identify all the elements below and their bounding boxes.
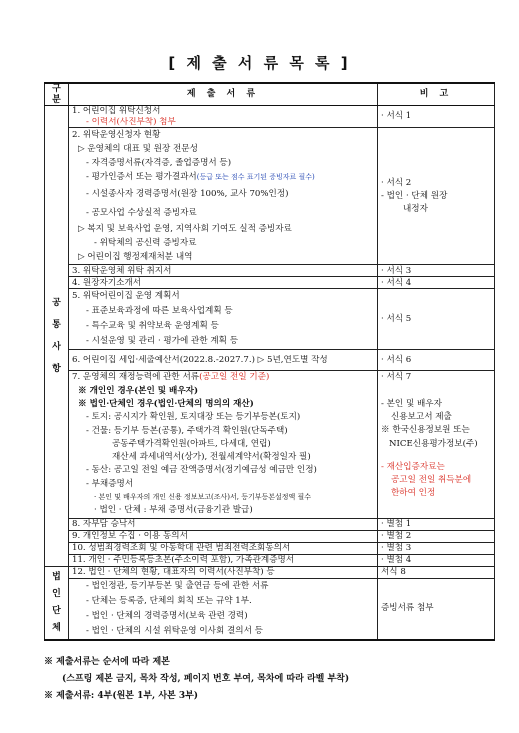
header-note: 비 고 bbox=[378, 83, 495, 106]
table-row: 3. 위탁운영체 위탁 취지서 · 서식 3 bbox=[45, 265, 495, 277]
row2-line: - 평가인증서 또는 평가결과서(등급 또는 점수 표기된 증빙자료 필수) bbox=[86, 172, 315, 183]
table-row: 5. 위탁어린이집 운영 계획서 - 표준보육과정에 따른 보육사업계획 등 - 특수교육 및 취약보육 운영계획 등 - 시설운영 및 관리 · 평가에 관한 계획 등 · 서식 5 bbox=[45, 289, 495, 350]
table-header bbox=[45, 83, 495, 106]
row2-line: - 시설종사자 경력증명서(원장 100%, 교사 70%인정) bbox=[86, 189, 289, 200]
row2-note: · 서식 2 - 법인 · 단체 원장 내정자 bbox=[378, 128, 495, 265]
group-corp: 법 인 단 체 bbox=[45, 566, 69, 640]
header-docs: 제 출 서 류 bbox=[69, 83, 378, 106]
row2-line: ▷ 운영체의 대표 및 원장 전문성 bbox=[78, 144, 198, 155]
row2-title: 2. 위탁운영신청자 현황 bbox=[72, 130, 161, 141]
table-row: 4. 원장자기소개서 · 서식 4 bbox=[45, 277, 495, 289]
row2-line: ▷ 복지 및 보육사업 운영, 지역사회 기여도 실적 증빙자료 bbox=[78, 224, 292, 235]
table-row: 6. 어린이집 세입·세출예산서(2022.8.-2027.7.) ▷ 5년,연도별 작성 · 서식 6 bbox=[45, 350, 495, 371]
table-row: 7. 운영체의 재정능력에 관한 서류(공고일 전일 기준) ※ 개인인 경우(본인 및 배우자) ※ 법인·단체인 경우(법인·단체의 명의의 재산) - 토지: 공시지가 확인원, 토지대장 또는 등기부등본(토지) - 건물: 등기부 등본(공통), 주택가격 확인원(단독주택) 공동주택가격확인원(아파트, 다세대, 연립) 재산세 과세내역서(상가), 전월세계약서(확정일자 필) - 동산: 공고일 전일 예금 잔액증명서(정기예금성 예금만 인정) - 부채증명서 · 본인 및 배우자의 개인 신용 정보보고(조사)서, 등기부등본설정액 필수 · 법인 · 단체 : 부채 증명서(금융기관 발급) · 서식 7 - 본인 및 배우자 신용보고서 제출 ※ 한국신용정보원 또는 NICE신용평가정보(주) - 재산입증자료는 공고일 전일 취득분에 한하여 인정 bbox=[45, 371, 495, 518]
table-row: 법 인 단 체 12. 법인 · 단체의 현황, 대표자의 이력서(사진부착) 등 서식 8 bbox=[45, 566, 495, 578]
row1-sub: - 이력서(사진부착) 첨부 bbox=[86, 116, 176, 127]
table-row: - 법인정관, 등기부등본 및 출연금 등에 관한 서류 - 단체는 등록증, 단체의 회칙 또는 규약 1부. - 법인 · 단체의 경력증명서(보육 관련 경력) - 법인 · 단체의 시설 위탁운영 이사회 결의서 등 증빙서류 첨부 bbox=[45, 578, 495, 640]
footer-notes: ※ 제출서류는 순서에 따라 제본 (스프링 제본 금지, 목차 작성, 페이지 번호 부여, 목차에 따라 라벨 부착) ※ 제출서류: 4부(원본 1부, 사본 3부) bbox=[44, 657, 350, 701]
group-public: 공 통 사 항 bbox=[45, 106, 69, 566]
row2-line: - 공모사업 수상실적 증빙자료 bbox=[86, 208, 197, 219]
document-title: [ 제 출 서 류 목 록 ] bbox=[168, 54, 351, 72]
row1-title: 1. 어린이집 위탁신청서 bbox=[72, 106, 161, 117]
table-row: 9. 개인정보 수집 · 이용 동의서 · 별첨 2 bbox=[45, 530, 495, 542]
row2-line: - 위탁체의 공신력 증빙자료 bbox=[94, 238, 197, 249]
row2-line: - 자격증명서류(자격증, 졸업증명서 등) bbox=[86, 158, 232, 169]
table-row: 8. 자부담 승낙서 · 별첨 1 bbox=[45, 518, 495, 530]
table-row bbox=[45, 128, 495, 265]
table-row bbox=[45, 106, 495, 128]
submission-table bbox=[44, 82, 495, 641]
table-row: 11. 개인 · 주민등록등초본(주소이력 포함), 가족관계증명서 · 별첨 4 bbox=[45, 554, 495, 566]
row2-line: ▷ 어린이집 행정제재처분 내역 bbox=[78, 252, 193, 263]
row1-note: · 서식 1 bbox=[378, 106, 495, 128]
table-row: 10. 성범죄경력조회 및 아동학대 관련 범죄전력조회동의서 · 별첨 3 bbox=[45, 542, 495, 554]
header-gubun: 구분 bbox=[45, 83, 69, 106]
